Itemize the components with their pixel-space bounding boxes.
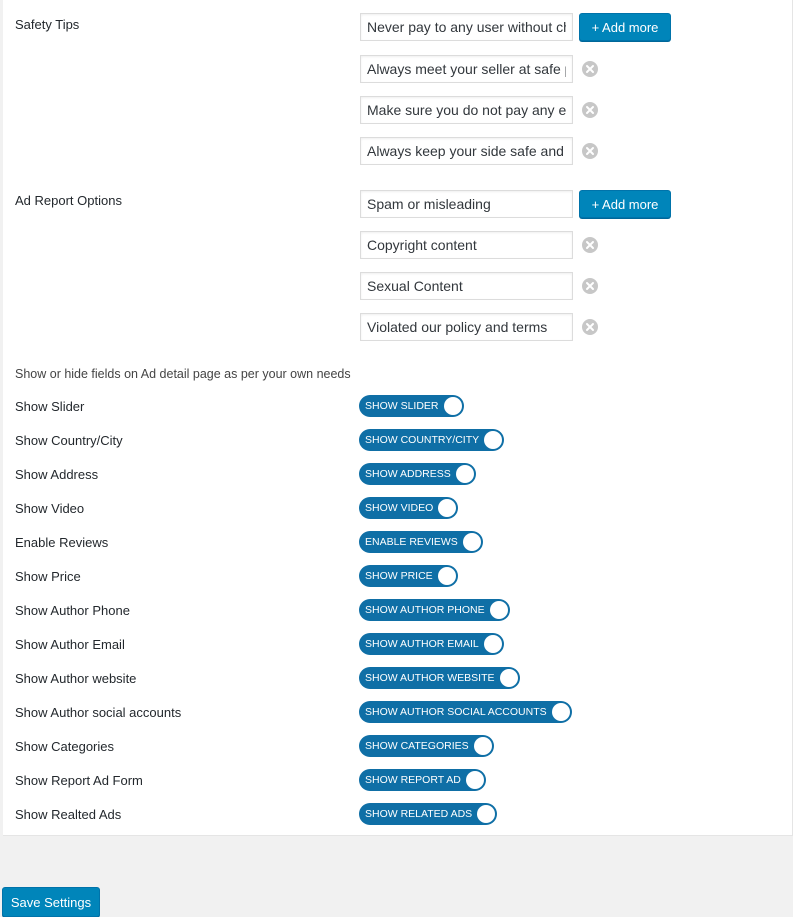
remove-icon[interactable] (582, 278, 598, 294)
enable-reviews-toggle[interactable] (359, 531, 483, 553)
report-option-input-4[interactable] (360, 313, 573, 341)
ad-report-options-label: Ad Report Options (15, 193, 122, 208)
safety-tips-add-more-button[interactable]: + Add more (579, 13, 671, 41)
show-author-website-toggle[interactable] (359, 667, 520, 689)
show-price-toggle[interactable] (359, 565, 458, 587)
show-video-toggle[interactable] (359, 497, 458, 519)
field-label: Show Author Phone (15, 603, 130, 618)
toggle-knob (484, 635, 502, 653)
show-author-phone-toggle[interactable] (359, 599, 510, 621)
report-option-input-1[interactable] (360, 190, 573, 218)
toggle-knob (466, 771, 484, 789)
toggle-label: SHOW PRICE (365, 570, 433, 582)
toggle-knob (474, 737, 492, 755)
toggle-label: SHOW COUNTRY/CITY (365, 434, 480, 446)
toggle-knob (463, 533, 481, 551)
toggle-knob (552, 703, 570, 721)
field-label: Show Report Ad Form (15, 773, 143, 788)
safety-tip-input-2[interactable] (360, 55, 573, 83)
field-label: Show Slider (15, 399, 85, 414)
save-settings-button[interactable]: Save Settings (2, 887, 100, 917)
remove-icon[interactable] (582, 61, 598, 77)
toggle-knob (484, 431, 502, 449)
report-option-input-2[interactable] (360, 231, 573, 259)
toggle-knob (438, 567, 456, 585)
toggle-knob (456, 465, 474, 483)
show-related-ads-toggle[interactable] (359, 803, 497, 825)
toggle-label: SHOW AUTHOR WEBSITE (365, 672, 495, 684)
field-label: Show Author Email (15, 637, 125, 652)
show-slider-toggle[interactable] (359, 395, 464, 417)
toggle-knob (438, 499, 456, 517)
toggle-label: SHOW AUTHOR PHONE (365, 604, 485, 616)
ad-report-add-more-button[interactable]: + Add more (579, 190, 671, 218)
safety-tip-input-3[interactable] (360, 96, 573, 124)
show-author-social-accounts-toggle[interactable] (359, 701, 572, 723)
show-author-email-toggle[interactable] (359, 633, 504, 655)
toggle-label: SHOW SLIDER (365, 400, 439, 412)
field-label: Show Categories (15, 739, 114, 754)
field-label: Show Price (15, 569, 81, 584)
show-country-city-toggle[interactable] (359, 429, 504, 451)
toggle-label: ENABLE REVIEWS (365, 536, 458, 548)
remove-icon[interactable] (582, 102, 598, 118)
field-label: Enable Reviews (15, 535, 109, 550)
safety-tip-input-1[interactable] (360, 13, 573, 41)
safety-tip-input-4[interactable] (360, 137, 573, 165)
toggle-knob (477, 805, 495, 823)
toggle-knob (500, 669, 518, 687)
field-label: Show Author social accounts (15, 705, 182, 720)
toggle-label: SHOW ADDRESS (365, 468, 451, 480)
toggle-label: SHOW VIDEO (365, 502, 434, 514)
toggle-label: SHOW AUTHOR EMAIL (365, 638, 479, 650)
toggle-knob (490, 601, 508, 619)
toggle-label: SHOW AUTHOR SOCIAL ACCOUNTS (365, 706, 547, 718)
settings-panel (3, 0, 793, 836)
remove-icon[interactable] (582, 319, 598, 335)
toggle-label: SHOW CATEGORIES (365, 740, 469, 752)
field-label: Show Realted Ads (15, 807, 122, 822)
field-label: Show Video (15, 501, 85, 516)
toggle-label: SHOW RELATED ADS (365, 808, 473, 820)
safety-tips-label: Safety Tips (15, 17, 80, 32)
report-option-input-3[interactable] (360, 272, 573, 300)
show-address-toggle[interactable] (359, 463, 476, 485)
field-label: Show Address (15, 467, 99, 482)
remove-icon[interactable] (582, 237, 598, 253)
show-report-ad-toggle[interactable] (359, 769, 486, 791)
field-label: Show Country/City (15, 433, 123, 448)
show-categories-toggle[interactable] (359, 735, 494, 757)
field-label: Show Author website (15, 671, 137, 686)
fields-intro-text: Show or hide fields on Ad detail page as per your own needs (15, 367, 351, 381)
toggle-label: SHOW REPORT AD (365, 774, 461, 786)
remove-icon[interactable] (582, 143, 598, 159)
toggle-knob (444, 397, 462, 415)
